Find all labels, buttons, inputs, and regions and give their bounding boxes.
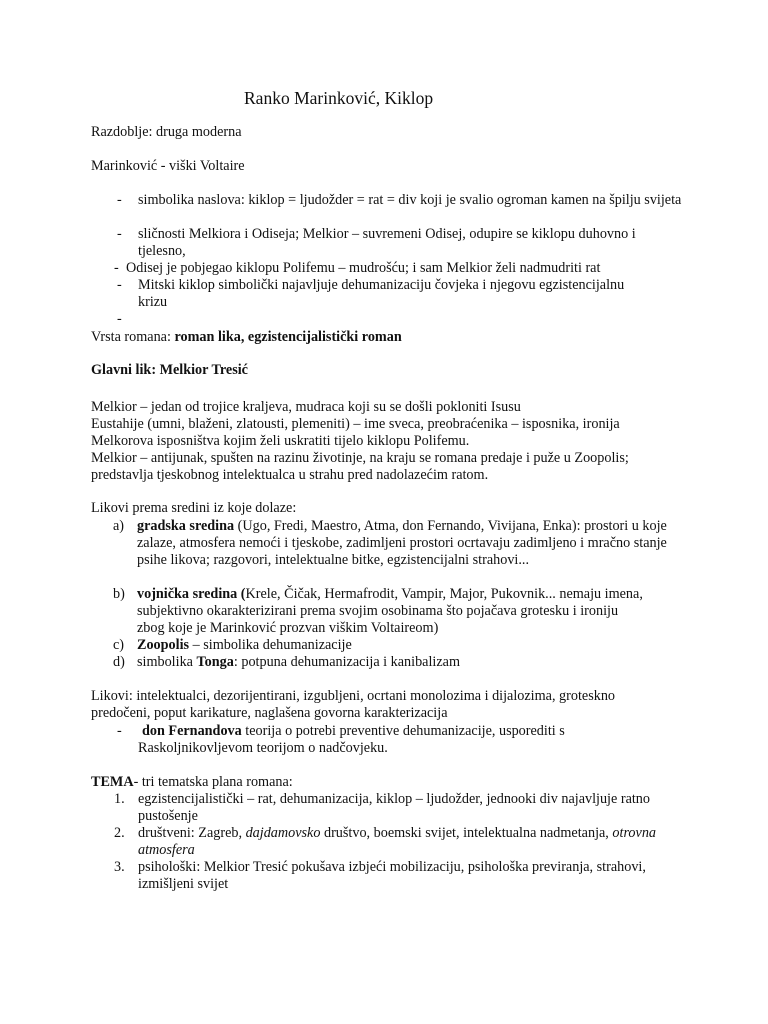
melkior-paragraph-line: Melkior – jedan od trojice kraljeva, mudraca koji su se došli pokloniti Isusu (91, 399, 521, 415)
main-character-heading: Glavni lik: Melkior Tresić (91, 362, 248, 378)
period-line: Razdoblje: druga moderna (91, 124, 242, 140)
characters-intro: Likovi prema sredini iz koje dolaze: (91, 500, 297, 516)
melkior-paragraph: Eustahije (umni, blaženi, zlatousti, plemeniti) – ime sveca, preobraćenika – isposnika, ironija Melkorova isposništva kojim želi uskratiti tijelo kiklopu Polifemu. (91, 416, 620, 449)
antihero-paragraph: Melkior – antijunak, spušten na razinu životinje, na kraju se romana predaje i puže u Zoopolis; predstavlja tjeskobnog intelektualca u strahu pred nadolazećim ratom. (91, 450, 629, 483)
document-page: Ranko Marinković, Kiklop Razdoblje: druga moderna Marinković - viški Voltaire - simbolika naslova: kiklop = ljudožder = rat = div koji je svalio ogroman kamen na špilju svijeta - sličnosti Melkiora i Odiseja; Melkior – suvremeni Odisej, odupire se kiklopu duhovno i tjelesno, - Odisej je pobjegao kiklopu Polifemu – mudrošću; i sam Melkior želi nadmudriti rat - Mitski kiklop simbolički najavljuje dehumanizaciju čovjeka i njegovu egzistencijalnu krizu - Vrsta romana: roman lika, egzistencijalistički roman Glavni lik: Melkior Tresić Melkior – jedan od trojice kraljeva, mudraca koji su se došli pokloniti Isusu Eustahije (umni, blaženi, zlatousti, plemeniti) – ime sveca, preobraćenika – isposnika, ironija Melkorova isposništva kojim želi uskratiti tijelo kiklopu Polifemu. Melkior – antijunak, spušten na razinu životinje, na kraju se romana predaje i puže u Zoopolis; predstavlja tjeskobnog intelektualca u strahu pred nadolazećim ratom. Likovi prema sredini iz koje dolaze: a) gradska sredina (Ugo, Fredi, Maestro, Atma, don Fernando, Vivijana, Enka): prostori u koje zalaze, atmosfera nemoći i tjeskobe, zadimljeni prostori ocrtavaju zadimljeno i mračno stanje psihe likova; razgovori, intelektualne bitke, egzistencijalni strahovi... b) vojnička sredina (Krele, Čičak, Hermafrodit, Vampir, Major, Pukovnik... nemaju imena, subjektivno okarakterizirani prema svojim osobinama što pojačava grotesku i ironiju zbog koje je Marinković prozvan viškim Voltaireom) c) Zoopolis – simbolika dehumanizacije d) simbolika Tonga: potpuna dehumanizacija i kanibalizam Likovi: intelektualci, dezorijentirani, izgubljeni, ocrtani monolozima i dijalozima, groteskno predočeni, poput karikature, naglašena govorna karakterizacija - don Fernandova teorija o potrebi preventive dehumanizacije, usporediti s Raskoljnikovljevom teorijom o nadčovjeku. TEMA- tri tematska plana romana: 1. egzistencijalistički – rat, dehumanizacija, kiklop – ljudožder, jednooki div najavljuje ratno pustošenje 2. društveni: Zagreb, dajdamovsko društvo, boemski svijet, intelektualna nadmetanja, otrovna atmosfera 3. psihološki: Melkior Tresić pokušava izbjeći mobilizaciju, psihološka previranja, strahovi, izmišljeni svijet (91, 88, 682, 892)
genre-line: Vrsta romana: roman lika, egzistencijalistički roman (91, 329, 402, 345)
theme-heading: TEMA- tri tematska plana romana: (91, 774, 293, 790)
characters-paragraph: Likovi: intelektualci, dezorijentirani, izgubljeni, ocrtani monolozima i dijalozima, groteskno predočeni, poput karikature, naglašena govorna karakterizacija (91, 688, 616, 721)
voltaire-line: Marinković - viški Voltaire (91, 158, 245, 174)
